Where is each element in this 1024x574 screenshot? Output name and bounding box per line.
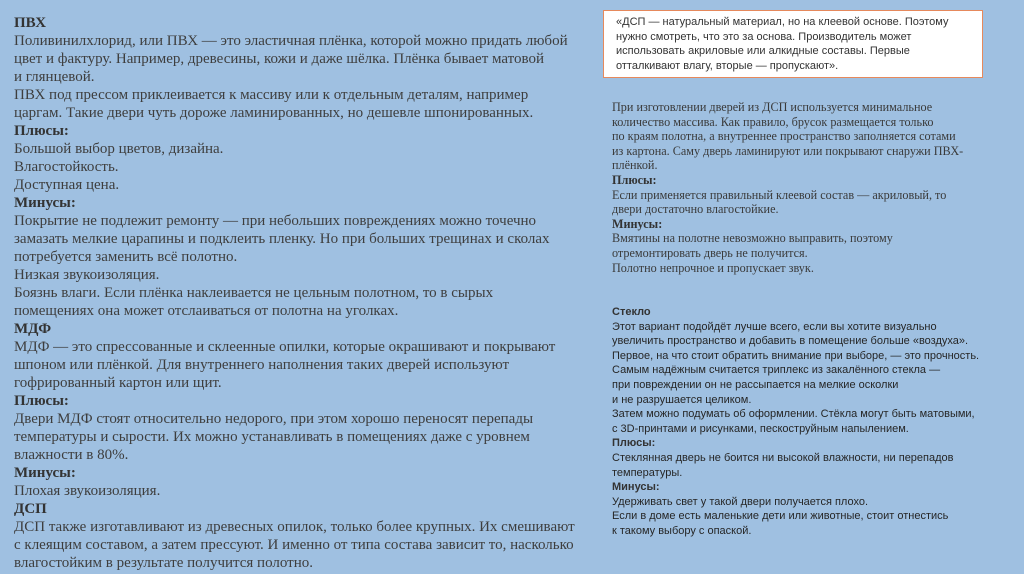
text-line: Боязнь влаги. Если плёнка наклеивается не цельным полотном, то в сырых (14, 285, 494, 301)
text-line: Низкая звукоизоляция. (14, 267, 160, 283)
text-line: гофрированный картон или щит. (14, 375, 222, 391)
text-line: влагостойким в результате получится полотно. (14, 555, 314, 571)
text-line: температуры. (612, 466, 683, 479)
text-line: При изготовлении дверей из ДСП используется минимальное (612, 100, 933, 114)
glass-heading: Стекло (612, 306, 651, 318)
text-line: Большой выбор цветов, дизайна. (14, 141, 224, 157)
glass-pluses-heading: Плюсы: (612, 437, 656, 450)
text-line: МДФ — это спрессованные и склеенные опилки, которые окрашивают и покрывают (14, 339, 556, 355)
text-line: при повреждении он не рассыпается на мелкие осколки (612, 378, 899, 391)
text-line: замазать мелкие царапины и подклеить пленку. Но при больших трещинах и сколах (14, 231, 550, 247)
text-line: Первое, на что стоит обратить внимание при выборе, — это прочность. (612, 349, 980, 362)
text-line: Двери МДФ стоят относительно недорого, при этом хорошо переносят перепады (14, 411, 534, 427)
quote-box (603, 10, 983, 78)
text-line: царгам. Такие двери чуть дороже ламинированных, но дешевле шпонированных. (14, 105, 534, 121)
dsp-heading: ДСП (14, 501, 47, 517)
text-line: шпоном или плёнкой. Для внутреннего наполнения таких дверей используют (14, 357, 510, 373)
text-line: и глянцевой. (14, 69, 95, 85)
quote-line: отталкивают влагу, вторые — пропускают». (616, 59, 839, 72)
text-line: потребуется заменить всё полотно. (14, 249, 238, 265)
text-line: помещениях она может отслаиваться от полотна на уголках. (14, 303, 399, 319)
text-line: Если применяется правильный клеевой состав — акриловый, то (612, 187, 947, 202)
text-line: Этот вариант подойдёт лучше всего, если вы хотите визуально (612, 320, 937, 333)
text-line: Поливинилхлорид, или ПВХ — это эластичная плёнка, которой можно придать любой (14, 33, 568, 49)
text-line: Плохая звукоизоляция. (14, 483, 161, 499)
text-line: Самым надёжным считается триплекс из закалённого стекла — (612, 364, 941, 377)
text-line: цвет и фактуру. Например, древесины, кожи и даже шёлка. Плёнка бывает матовой (14, 51, 545, 67)
text-line: отремонтировать дверь не получится. (612, 245, 808, 260)
left-text-column (14, 14, 594, 572)
dsp-pluses-heading: Плюсы: (612, 172, 657, 187)
mdf-pluses-heading: Плюсы: (14, 393, 69, 409)
text-line: плёнкой. (612, 158, 658, 173)
pvc-pluses-heading: Плюсы: (14, 123, 69, 139)
mdf-heading: МДФ (14, 321, 52, 337)
text-line: влажности в 80%. (14, 447, 129, 463)
text-line: Затем можно подумать об оформлении. Стёкла могут быть матовыми, (612, 408, 975, 421)
text-line: Покрытие не подлежит ремонту — при небольших повреждениях можно точечно (14, 213, 537, 229)
pvc-minuses-heading: Минусы: (14, 195, 76, 211)
text-line: двери достаточно влагостойкие. (612, 202, 779, 217)
text-line: Удерживать свет у такой двери получается плохо. (612, 495, 869, 508)
quote-line: использовать акриловые или алкидные составы. Первые (616, 45, 910, 57)
mdf-minuses-heading: Минусы: (14, 465, 76, 481)
pvc-heading: ПВХ (14, 15, 47, 31)
text-line: из картона. Саму дверь ламинируют или покрывают снаружи ПВХ- (612, 143, 964, 158)
text-line: с 3D-принтами и рисунками, пескоструйным напылением. (612, 422, 909, 435)
text-line: Если в доме есть маленькие дети или животные, стоит отнестись (612, 510, 949, 523)
text-line: Полотно непрочное и пропускает звук. (612, 260, 814, 275)
text-line: к такому выбору с опаской. (612, 524, 752, 537)
text-line: количество массива. Как правило, брусок размещается только (612, 114, 934, 129)
quote-line: «ДСП — натуральный материал, но на клеевой основе. Поэтому (616, 16, 949, 28)
glass-minuses-heading: Минусы: (612, 481, 660, 494)
text-line: ДСП также изготавливают из древесных опилок, только более крупных. Их смешивают (14, 519, 575, 535)
text-line: Вмятины на полотне невозможно выправить, поэтому (612, 231, 893, 246)
dsp-details-column (612, 100, 1012, 275)
dsp-minuses-heading: Минусы: (612, 216, 663, 231)
text-line: с клеящим составом, а затем прессуют. И именно от типа состава зависит то, насколько (14, 537, 574, 553)
text-line: Влагостойкость. (14, 159, 119, 175)
text-line: ПВХ под прессом приклеивается к массиву или к отдельным деталям, например (14, 87, 529, 103)
quote-line: нужно смотреть, что это за основа. Производитель может (616, 30, 912, 43)
text-line: и не разрушается целиком. (612, 393, 752, 406)
glass-column (612, 305, 1012, 539)
text-line: температуры и сырости. Их можно устанавливать в помещениях даже с уровнем (14, 429, 530, 445)
text-line: по краям полотна, а внутреннее пространство заполняется сотами (612, 129, 956, 144)
text-line: Доступная цена. (14, 177, 120, 193)
text-line: Стеклянная дверь не боится ни высокой влажности, ни перепадов (612, 451, 954, 464)
text-line: увеличить пространство и добавить в помещение больше «воздуха». (612, 335, 969, 348)
